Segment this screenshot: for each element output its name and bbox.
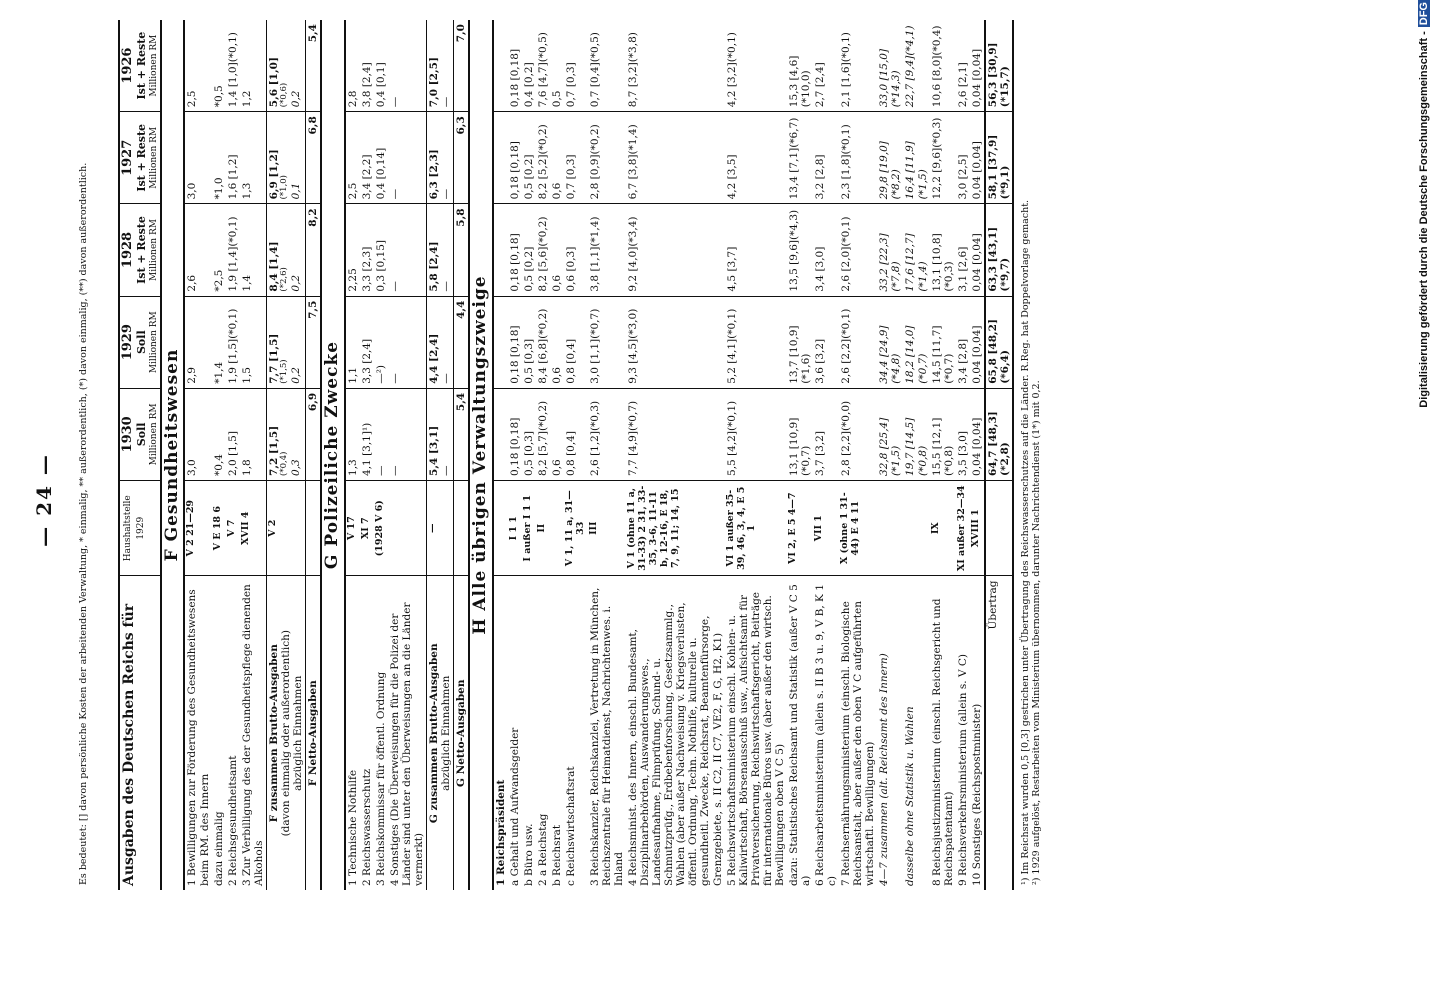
value-cell: 18,2 [14,0](*0,7) bbox=[903, 296, 929, 388]
gross-total-row bbox=[266, 20, 305, 890]
table-row bbox=[388, 20, 427, 890]
row-description: 2 Reichswasserschutz bbox=[360, 576, 374, 890]
row-budget-item: XVII 4 bbox=[240, 480, 267, 576]
table-row bbox=[184, 20, 211, 890]
value-cell: 33,0 [15,0](*14,3) bbox=[878, 48, 903, 108]
row-description: 2 a Reichstag bbox=[536, 576, 550, 890]
row-budget-item: VI 1 außer 35-39, 46, 3, 4, E 5 1 bbox=[725, 480, 787, 576]
value-cell: 0,6 bbox=[550, 112, 564, 204]
gross-total-cell: 7,7 [1,5] (*1,5) 0,2 bbox=[266, 296, 305, 388]
value-cell: 0,18 [0,18] bbox=[508, 296, 522, 388]
row-description: 4 Sonstiges (Die Überweisungen für die Polizei der Länder sind unter den Überweisungen an die Länder vermerkt) bbox=[388, 576, 427, 890]
value-cell: 1,1 bbox=[345, 296, 360, 388]
gross-total-cell: 5,6 [1,0] (*0,6) 0,2 bbox=[266, 20, 305, 112]
row-description: 8 Reichsjustizministerium (einschl. Reichsgericht und Reichspatentamt) bbox=[930, 576, 956, 890]
gross-total-cell: 7,2 [1,5] (*0,4) 0,3 bbox=[266, 388, 305, 480]
row-budget-item: V 1 (ohne 11 a, 31-33) 2 31, 33-35, 3-6, 11-11 b, 12-16, E 18, 7, 9, 11; 14, 15 bbox=[626, 480, 725, 576]
value-cell: 6,7 [3,8](*1,4) bbox=[626, 112, 725, 204]
value-cell: — bbox=[388, 112, 427, 204]
net-total-cell: 5,4 bbox=[306, 20, 322, 112]
table-title: Ausgaben des Deutschen Reichs für bbox=[119, 576, 161, 890]
value-cell: 4,2 [3,5] bbox=[725, 112, 787, 204]
value-cell: 13,1 [10,8](*0,3) bbox=[930, 204, 956, 296]
table-row bbox=[564, 20, 588, 890]
table-row bbox=[536, 20, 550, 890]
table-row bbox=[903, 20, 929, 890]
value-cell: 3,6 [3,2] bbox=[813, 296, 839, 388]
value-cell: 2,6 [1,2](*0,3) bbox=[588, 388, 626, 480]
row-budget-item: IX bbox=[930, 480, 956, 576]
value-cell: 4,1 [3,1]¹) bbox=[360, 388, 374, 480]
value-cell: 0,5 [0,2] bbox=[522, 204, 536, 296]
value-cell: 0,6 [0,3] bbox=[564, 204, 588, 296]
row-description: dasselbe ohne Statistik u. Wahlen bbox=[903, 576, 929, 890]
value-cell: 13,7 [10,9](*1,6) bbox=[787, 296, 813, 388]
value-cell: 1,8 bbox=[240, 388, 267, 480]
net-total-label: F Netto-Ausgaben bbox=[306, 576, 322, 890]
row-budget-item: VII 1 bbox=[813, 480, 839, 576]
credit-text: Digitalisierung gefördert durch die Deutsche Forschungsgemeinschaft - bbox=[1418, 31, 1430, 408]
carry-over-cell: 65,8 [48,2](*6,4) bbox=[985, 296, 1013, 388]
value-cell: 2,6 [2,1] bbox=[956, 62, 969, 108]
value-cell: 0,04 [0,04] bbox=[970, 296, 985, 388]
value-cell: 0,5 bbox=[551, 90, 563, 108]
net-total-cell: 7,0 bbox=[454, 20, 470, 112]
value-cell: 2,1 [1,6](*0,1) bbox=[840, 32, 853, 108]
table-row bbox=[550, 20, 564, 890]
table-row bbox=[956, 20, 970, 890]
value-cell: 32,8 [25,4](*1,5) bbox=[877, 388, 903, 480]
row-description: 1 Reichspräsident bbox=[493, 576, 508, 890]
row-description: 6 Reichsarbeitsministerium (allein s. II B 3 u. 9, V B, K 1 c) bbox=[813, 576, 839, 890]
value-cell: 1,4 [1,0](*0,1) bbox=[226, 32, 239, 108]
value-cell: 1,9 [1,5](*0,1) bbox=[226, 296, 240, 388]
value-cell: *0,4 bbox=[212, 388, 226, 480]
value-cell: 0,4 [0,1] bbox=[374, 62, 387, 108]
gross-total-cell: 6,3 [2,3] — bbox=[427, 112, 454, 204]
table-header-row bbox=[119, 20, 161, 890]
section-heading bbox=[469, 20, 493, 890]
table-row bbox=[725, 20, 787, 890]
carry-over-cell: 63,3 [43,1](*9,7) bbox=[985, 204, 1013, 296]
row-description: c Reichswirtschaftsrat bbox=[564, 576, 588, 890]
value-cell: 1,3 bbox=[240, 112, 267, 204]
table-row bbox=[212, 20, 226, 890]
value-cell: —²) bbox=[374, 296, 388, 388]
table-row bbox=[360, 20, 374, 890]
value-cell: 14,5 [11,7](*0,7) bbox=[930, 296, 956, 388]
row-budget-item: I 1 1 bbox=[508, 480, 522, 576]
value-cell: 3,3 [2,3] bbox=[360, 204, 374, 296]
value-cell: 2,3 [1,8](*0,1) bbox=[839, 112, 877, 204]
value-cell bbox=[493, 388, 508, 480]
row-budget-item bbox=[877, 480, 903, 576]
year-column-header: 1926 Ist + Reste Millionen RM bbox=[119, 20, 161, 112]
value-cell: 15,3 [4,6](*10,0) bbox=[787, 55, 812, 108]
year-column-header: 1930 Soll Millionen RM bbox=[119, 388, 161, 480]
gross-total-budget-item: V 2 bbox=[266, 480, 305, 576]
gross-total-cell: 5,4 [3,1] — bbox=[427, 388, 454, 480]
row-budget-item: XI 7 bbox=[360, 480, 374, 576]
value-cell: — bbox=[388, 96, 401, 108]
value-cell: 2,0 [1,5] bbox=[226, 388, 240, 480]
value-cell bbox=[493, 296, 508, 388]
value-cell: 0,4 [0,14] bbox=[374, 112, 388, 204]
row-description: 1 Bewilligungen zur Förderung des Gesundheitswesens beim RM. des Innern bbox=[184, 576, 211, 890]
footnotes bbox=[1020, 25, 1042, 885]
footnote: ²) 1929 aufgelöst, Restarbeiten vom Ministerium übernommen, darunter Nachrichtendienst (1*) mit 0,2. bbox=[1031, 380, 1042, 885]
table-row bbox=[374, 20, 388, 890]
value-cell: 9,2 [4,0](*3,4) bbox=[626, 204, 725, 296]
value-cell: 0,04 [0,04] bbox=[970, 204, 985, 296]
table-row bbox=[508, 20, 522, 890]
row-description: dazu: Statistisches Reichsamt und Statistik (außer V C 5 a) bbox=[787, 576, 813, 890]
row-description: 3 Reichskanzler, Reichskanzlei, Vertretung in München, Reichszentrale für Heimatdienst, Nachrichtenwes. i. Inland bbox=[588, 576, 626, 890]
value-cell: 8,2 [5,6](*0,2) bbox=[536, 204, 550, 296]
value-cell: 0,18 [0,18] bbox=[508, 204, 522, 296]
carry-over-cell: 64,7 [48,3](*2,8) bbox=[985, 388, 1013, 480]
row-description: 3 Zur Verbilligung des der Gesundheitspflege dienenden Alkohols bbox=[240, 576, 267, 890]
row-budget-item bbox=[903, 480, 929, 576]
row-description: 4—7 zusammen (alt. Reichsamt des Innern) bbox=[877, 576, 903, 890]
value-cell: 0,04 [0,04] bbox=[970, 48, 983, 108]
value-cell: 0,6 bbox=[550, 204, 564, 296]
value-cell: 2,8 bbox=[346, 90, 359, 108]
value-cell: 3,8 [2,4] bbox=[360, 62, 373, 108]
section-heading bbox=[161, 20, 185, 890]
value-cell: 4,5 [3,7] bbox=[725, 204, 787, 296]
net-total-row bbox=[306, 20, 322, 890]
hh-label: Haushaltstelle 1929 bbox=[119, 480, 161, 576]
section-title: G Polizeiliche Zwecke bbox=[321, 20, 345, 890]
value-cell: 0,7 [0,3] bbox=[565, 62, 578, 108]
row-budget-item: XI außer 32—34 bbox=[956, 480, 970, 576]
value-cell: 16,4 [11,9](*1,5) bbox=[903, 112, 929, 204]
value-cell: 8,4 [6,8](*0,2) bbox=[536, 296, 550, 388]
row-budget-item bbox=[550, 480, 564, 576]
value-cell: 2,9 bbox=[184, 296, 211, 388]
net-total-cell: 6,3 bbox=[454, 112, 470, 204]
row-budget-item: VI 2, E 5 4—7 bbox=[787, 480, 813, 576]
value-cell: 2,5 bbox=[186, 90, 199, 108]
value-cell: 8,7 [3,2](*3,8) bbox=[627, 32, 640, 108]
net-total-label: G Netto-Ausgaben bbox=[454, 576, 470, 890]
value-cell: *1,4 bbox=[212, 296, 226, 388]
carry-over-cell: 56,3 [30,9](*15,7) bbox=[985, 20, 1013, 112]
value-cell: 2,25 bbox=[345, 204, 360, 296]
row-budget-item: II bbox=[536, 480, 550, 576]
value-cell: — bbox=[388, 388, 427, 480]
row-description: 1 Technische Nothilfe bbox=[345, 576, 360, 890]
value-cell: 7,7 [4,9](*0,7) bbox=[626, 388, 725, 480]
value-cell: *0,5 bbox=[212, 85, 225, 108]
net-total-cell: 4,4 bbox=[454, 296, 470, 388]
value-cell: 0,4 [0,2] bbox=[522, 62, 535, 108]
value-cell: 0,5 [0,2] bbox=[522, 112, 536, 204]
carry-over-row bbox=[985, 20, 1013, 890]
year-column-header: 1929 Soll Millionen RM bbox=[119, 296, 161, 388]
value-cell: 34,4 [24,9](*4,8) bbox=[877, 296, 903, 388]
value-cell: 1,2 bbox=[240, 90, 253, 108]
table-row bbox=[930, 20, 956, 890]
value-cell: 8,2 [5,2](*0,2) bbox=[536, 112, 550, 204]
gross-total-row bbox=[427, 20, 454, 890]
value-cell: 5,2 [4,1](*0,1) bbox=[725, 296, 787, 388]
row-description: dazu einmalig bbox=[212, 576, 226, 890]
net-total-cell: 5,8 bbox=[454, 204, 470, 296]
net-total-cell: 6,9 bbox=[306, 388, 322, 480]
value-cell: 17,6 [12,7](*1,4) bbox=[903, 204, 929, 296]
table-row bbox=[877, 20, 903, 890]
section-title: F Gesundheitswesen bbox=[161, 20, 185, 890]
value-cell: 15,5 [12,1](*0,8) bbox=[930, 388, 956, 480]
value-cell: 2,5 bbox=[345, 112, 360, 204]
row-description: 2 Reichsgesundheitsamt bbox=[226, 576, 240, 890]
row-budget-item: V 2 21—29 bbox=[184, 480, 211, 576]
value-cell: 3,7 [3,2] bbox=[813, 388, 839, 480]
table-row bbox=[813, 20, 839, 890]
row-description: 5 Reichswirtschaftsministerium einschl. Kohlen- u. Kaliwirtschaft, Börsenausschuß usw., Aufsichtsamt für Privatversicherung, Reichswirtschaftsgericht, Beiträge für internationale Büros usw. (aber außer den wirtsch. Bewilligungen oben V C 5) bbox=[725, 576, 787, 890]
value-cell: 0,7 [0,3] bbox=[564, 112, 588, 204]
value-cell: *1,0 bbox=[212, 112, 226, 204]
row-description: 7 Reichsernährungsministerium (einschl. Biologische Reichsanstalt, aber außer den oben V C aufgeführten wirtschaftl. Bewilligungen) bbox=[839, 576, 877, 890]
row-description: 10 Sonstiges (Reichspostminister) bbox=[970, 576, 985, 890]
value-cell: 0,6 bbox=[550, 388, 564, 480]
value-cell: 0,5 [0,3] bbox=[522, 296, 536, 388]
section-heading bbox=[321, 20, 345, 890]
net-total-cell: 8,2 bbox=[306, 204, 322, 296]
value-cell: 0,5 [0,3] bbox=[522, 388, 536, 480]
row-description: b Reichsrat bbox=[550, 576, 564, 890]
row-budget-item: XVIII 1 bbox=[970, 480, 985, 576]
gross-total-cell: 7,0 [2,5] — bbox=[427, 20, 454, 112]
carry-over-blank bbox=[985, 480, 1013, 576]
year-column-header: 1927 Ist + Reste Millionen RM bbox=[119, 112, 161, 204]
net-total-cell: 6,8 bbox=[306, 112, 322, 204]
value-cell: 5,5 [4,2](*0,1) bbox=[725, 388, 787, 480]
value-cell: *2,5 bbox=[212, 204, 226, 296]
row-budget-item: III bbox=[588, 480, 626, 576]
row-description: 4 Reichsminist. des Innern, einschl. Bundesamt, Disziplinarbehörden, Auswanderungswes., Landesaufnahme, Filmprüfung, Schund- u. Schmutzprüfg., Erdbebenforschung, Gesetzsammlg., Wahlen (aber außer Nachweisung v. Kriegsverlusten, öffentl. Ordnung, Techn. Nothilfe, kulturelle u. gesundheitl. Zwecke, Reichsrat, Beamtenfürsorge, Grenzgebiete, s. II C2, II C7, VE2, F, G, H2, K1) bbox=[626, 576, 725, 890]
row-description: 9 Reichsverkehrsministerium (allein s. V C) bbox=[956, 576, 970, 890]
value-cell: — bbox=[388, 296, 427, 388]
table-row bbox=[493, 20, 508, 890]
net-total-cell: 7,5 bbox=[306, 296, 322, 388]
table-row bbox=[970, 20, 985, 890]
value-cell: 13,5 [9,6](*4,3) bbox=[787, 204, 813, 296]
value-cell: 0,8 [0,4] bbox=[564, 296, 588, 388]
value-cell bbox=[493, 204, 508, 296]
value-cell: 2,6 [2,2](*0,1) bbox=[839, 296, 877, 388]
gross-total-label: F zusammen Brutto-Ausgaben (davon einmalig oder außerordentlich) abzüglich Einnahmen bbox=[266, 576, 305, 890]
net-total-row bbox=[454, 20, 470, 890]
value-cell: 0,3 [0,15] bbox=[374, 204, 388, 296]
value-cell: — bbox=[388, 204, 427, 296]
value-cell: 0,7 [0,4](*0,5) bbox=[588, 32, 601, 108]
value-cell: 8,2 [5,7](*0,2) bbox=[536, 388, 550, 480]
value-cell: 2,6 bbox=[184, 204, 211, 296]
row-budget-item bbox=[493, 480, 508, 576]
gross-total-budget-item: — bbox=[427, 480, 454, 576]
net-total-cell: 5,4 bbox=[454, 388, 470, 480]
value-cell: 2,7 [2,4] bbox=[814, 62, 827, 108]
section-title: H Alle übrigen Verwaltungszweige bbox=[469, 20, 493, 890]
value-cell: 1,6 [1,2] bbox=[226, 112, 240, 204]
value-cell bbox=[493, 112, 508, 204]
budget-table bbox=[118, 20, 1014, 890]
row-budget-item: V 1, 11 a, 31—33 bbox=[564, 480, 588, 576]
table-row bbox=[839, 20, 877, 890]
gross-total-cell: 8,4 [1,4] (*2,6) 0,2 bbox=[266, 204, 305, 296]
value-cell: 19,7 [14,5](*0,8) bbox=[903, 388, 929, 480]
value-cell: 2,8 [2,2](*0,0) bbox=[839, 388, 877, 480]
row-budget-item bbox=[388, 480, 427, 576]
value-cell: 9,3 [4,5](*3,0) bbox=[626, 296, 725, 388]
table-row bbox=[345, 20, 360, 890]
year-column-header: 1928 Ist + Reste Millionen RM bbox=[119, 204, 161, 296]
carry-over-label: Übertrag bbox=[985, 576, 1013, 890]
carry-over-cell: 58,1 [37,9](*9,1) bbox=[985, 112, 1013, 204]
value-cell: 2,8 [0,9](*0,2) bbox=[588, 112, 626, 204]
row-budget-item: (1928 V 6) bbox=[374, 480, 388, 576]
gross-total-cell: 6,9 [1,2] (*1,0) 0,1 bbox=[266, 112, 305, 204]
value-cell: 33,2 [22,3](*7,8) bbox=[877, 204, 903, 296]
value-cell: 12,2 [9,6](*0,3) bbox=[930, 112, 956, 204]
legend-note: Es bedeutet: [] davon persönliche Kosten der arbeitenden Verwaltung, * einmalig, ** außerordentlich, (*) davon einmalig, (**) davon außerordentlich. bbox=[78, 162, 89, 885]
footnote: ¹) Im Reichsrat wurden 0,5 [0,3] gestrichen unter Übertragung des Reichswasserschutzes auf die Länder. R.Reg. hat Doppelvorlage gemacht. bbox=[1020, 199, 1031, 885]
value-cell: 0,04 [0,04] bbox=[970, 112, 985, 204]
value-cell bbox=[493, 20, 508, 112]
table-row bbox=[240, 20, 267, 890]
value-cell: 3,4 [2,2] bbox=[360, 112, 374, 204]
net-total-blank bbox=[454, 480, 470, 576]
value-cell: 3,0 bbox=[184, 388, 211, 480]
value-cell: 3,5 [3,0] bbox=[956, 388, 970, 480]
value-cell: 1,4 bbox=[240, 204, 267, 296]
value-cell: — bbox=[374, 388, 388, 480]
table-row bbox=[588, 20, 626, 890]
row-budget-item: X (ohne 1 31-44) E 4 11 bbox=[839, 480, 877, 576]
value-cell: 22,7 [9,4](*4,1) bbox=[904, 25, 917, 108]
row-description: 3 Reichskommissar für öffentl. Ordnung bbox=[374, 576, 388, 890]
row-budget-item: V E 18 6 bbox=[212, 480, 226, 576]
page-number: — 24 — bbox=[32, 453, 56, 547]
value-cell: 0,18 [0,18] bbox=[508, 388, 522, 480]
value-cell: 3,1 [2,6] bbox=[956, 204, 970, 296]
gross-total-cell: 4,4 [2,4] — bbox=[427, 296, 454, 388]
dfg-logo: DFG bbox=[1418, 2, 1430, 26]
value-cell: 1,5 bbox=[240, 296, 267, 388]
value-cell: 1,9 [1,4](*0,1) bbox=[226, 204, 240, 296]
value-cell: 29,8 [19,0](*8,2) bbox=[877, 112, 903, 204]
row-description: b Büro usw. bbox=[522, 576, 536, 890]
value-cell: 3,0 [1,1](*0,7) bbox=[588, 296, 626, 388]
value-cell: 0,04 [0,04] bbox=[970, 388, 985, 480]
table-row bbox=[626, 20, 725, 890]
value-cell: 0,8 [0,4] bbox=[564, 388, 588, 480]
row-budget-item: V 7 bbox=[226, 480, 240, 576]
credit-strip bbox=[1418, 0, 1434, 1000]
net-total-blank bbox=[306, 480, 322, 576]
value-cell: 3,0 [2,5] bbox=[956, 112, 970, 204]
value-cell: 10,6 [8,0](*0,4) bbox=[930, 25, 943, 108]
gross-total-label: G zusammen Brutto-Ausgaben abzüglich Einnahmen bbox=[427, 576, 454, 890]
value-cell: 0,18 [0,18] bbox=[508, 112, 522, 204]
value-cell: 3,2 [2,8] bbox=[813, 112, 839, 204]
value-cell: 1,3 bbox=[345, 388, 360, 480]
value-cell: 0,18 [0,18] bbox=[508, 48, 521, 108]
value-cell: 3,8 [1,1](*1,4) bbox=[588, 204, 626, 296]
gross-total-cell: 5,8 [2,4] — bbox=[427, 204, 454, 296]
row-budget-item: V 17 bbox=[345, 480, 360, 576]
value-cell: 7,6 [4,7](*0,5) bbox=[536, 32, 549, 108]
value-cell: 13,1 [10,9](*0,7) bbox=[787, 388, 813, 480]
row-description: a Gehalt und Aufwandsgelder bbox=[508, 576, 522, 890]
value-cell: 3,0 bbox=[184, 112, 211, 204]
table-row bbox=[226, 20, 240, 890]
value-cell: 4,2 [3,2](*0,1) bbox=[725, 32, 738, 108]
value-cell: 3,3 [2,4] bbox=[360, 296, 374, 388]
row-budget-item: I außer I 1 1 bbox=[522, 480, 536, 576]
value-cell: 3,4 [2,8] bbox=[956, 296, 970, 388]
value-cell: 3,4 [3,0] bbox=[813, 204, 839, 296]
value-cell: 13,4 [7,1](*6,7) bbox=[787, 112, 813, 204]
table-row bbox=[522, 20, 536, 890]
value-cell: 0,6 bbox=[550, 296, 564, 388]
table-row bbox=[787, 20, 813, 890]
value-cell: 2,6 [2,0](*0,1) bbox=[839, 204, 877, 296]
